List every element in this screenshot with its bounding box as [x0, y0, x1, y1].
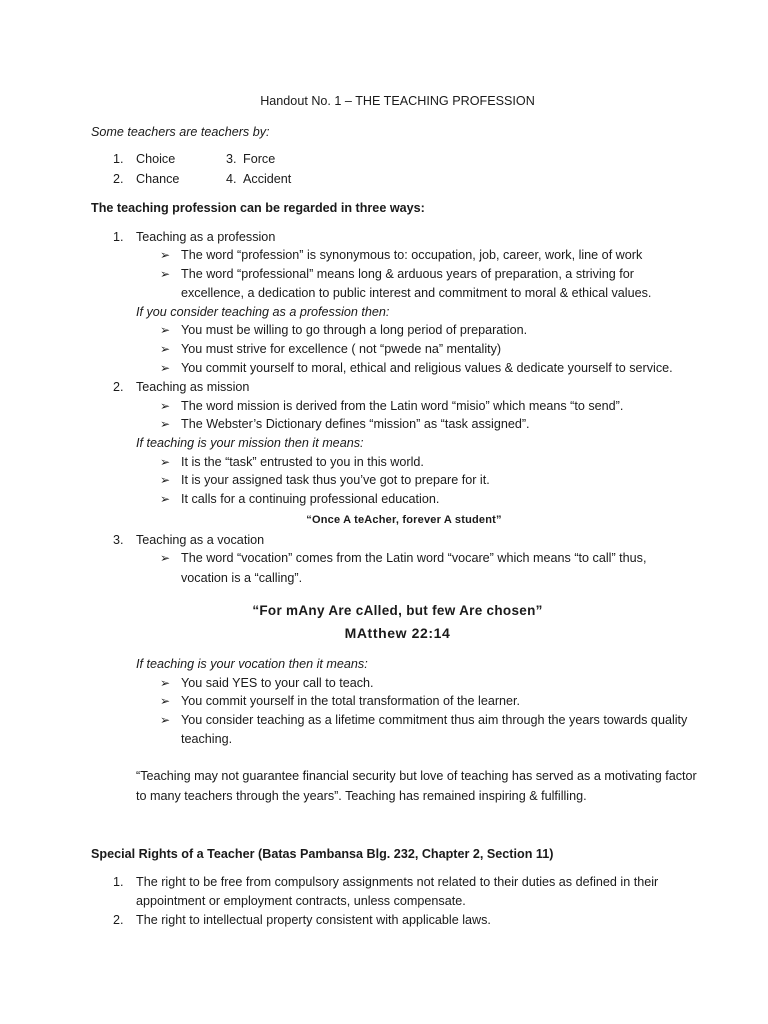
condition-text: If teaching is your mission then it means: [136, 436, 364, 450]
list-heading: Teaching as mission [136, 380, 250, 394]
reason-item: Chance [136, 172, 180, 186]
reason-item: Accident [243, 172, 292, 186]
bullet-text: The Webster’s Dictionary defines “mission” as “task assigned”. [181, 417, 530, 431]
bullet-text: excellence, a dedication to public interest and commitment to moral & ethical values. [181, 286, 652, 300]
bullet-arrow-icon: ➢ [160, 361, 171, 375]
quote-reference: MAtthew 22:14 [344, 625, 451, 641]
bullet-text: The word “professional” means long & arduous years of preparation, a striving for [181, 267, 634, 281]
bullet-arrow-icon: ➢ [160, 551, 171, 565]
bullet-arrow-icon: ➢ [160, 323, 171, 337]
bullet-arrow-icon: ➢ [160, 248, 171, 262]
bullet-arrow-icon: ➢ [160, 267, 171, 281]
bullet-text: teaching. [181, 732, 233, 746]
list-number: 3. [113, 533, 124, 547]
page-title: Handout No. 1 – THE TEACHING PROFESSION [260, 94, 535, 108]
reason-number: 3. [226, 152, 237, 166]
bullet-text: It calls for a continuing professional education. [181, 492, 440, 506]
bullet-text: It is the “task” entrusted to you in this world. [181, 455, 424, 469]
bullet-arrow-icon: ➢ [160, 399, 171, 413]
bullet-text: You commit yourself in the total transformation of the learner. [181, 694, 521, 708]
list-heading: Teaching as a vocation [136, 533, 265, 547]
section-heading: The teaching profession can be regarded in three ways: [91, 201, 425, 215]
reason-number: 1. [113, 152, 124, 166]
condition-text: If teaching is your vocation then it means: [136, 657, 368, 671]
list-number: 1. [113, 875, 124, 889]
closing-text: “Teaching may not guarantee financial security but love of teaching has served as a motivating factor [136, 769, 697, 783]
bullet-arrow-icon: ➢ [160, 342, 171, 356]
bullet-text: The word mission is derived from the Latin word “misio” which means “to send”. [181, 399, 624, 413]
bullet-arrow-icon: ➢ [160, 694, 171, 708]
condition-text: If you consider teaching as a profession then: [136, 305, 390, 319]
list-heading: Teaching as a profession [136, 230, 276, 244]
bullet-arrow-icon: ➢ [160, 492, 171, 506]
bullet-text: You said YES to your call to teach. [181, 676, 374, 690]
bullet-text: You must strive for excellence ( not “pwede na” mentality) [181, 342, 502, 356]
rights-text: The right to intellectual property consistent with applicable laws. [136, 913, 491, 927]
list-number: 2. [113, 913, 124, 927]
bullet-text: The word “profession” is synonymous to: occupation, job, career, work, line of work [181, 248, 643, 262]
list-number: 1. [113, 230, 124, 244]
bullet-text: vocation is a “calling”. [181, 571, 303, 585]
section-heading: Special Rights of a Teacher (Batas Pambansa Blg. 232, Chapter 2, Section 11) [91, 847, 554, 861]
bullet-arrow-icon: ➢ [160, 417, 171, 431]
vocation-quote: “For mAny Are cAlled, but few Are chosen” [252, 603, 543, 618]
mission-quote: “Once A teAcher, forever A student” [306, 514, 502, 526]
bullet-arrow-icon: ➢ [160, 455, 171, 469]
bullet-arrow-icon: ➢ [160, 676, 171, 690]
intro-text: Some teachers are teachers by: [91, 125, 270, 139]
reason-number: 4. [226, 172, 237, 186]
bullet-text: It is your assigned task thus you’ve got to prepare for it. [181, 473, 490, 487]
rights-text: appointment or employment contracts, unless compensate. [136, 894, 466, 908]
list-number: 2. [113, 380, 124, 394]
bullet-text: You commit yourself to moral, ethical and religious values & dedicate yourself to service. [181, 361, 673, 375]
bullet-text: You must be willing to go through a long period of preparation. [181, 323, 528, 337]
rights-text: The right to be free from compulsory assignments not related to their duties as defined in their [136, 875, 659, 889]
bullet-text: The word “vocation” comes from the Latin word “vocare” which means “to call” thus, [181, 551, 647, 565]
closing-text: to many teachers through the years”. Teaching has remained inspiring & fulfilling. [136, 789, 587, 803]
bullet-text: You consider teaching as a lifetime commitment thus aim through the years towards quality [181, 713, 688, 727]
bullet-arrow-icon: ➢ [160, 473, 171, 487]
reason-item: Force [243, 152, 276, 166]
reason-item: Choice [136, 152, 176, 166]
bullet-arrow-icon: ➢ [160, 713, 171, 727]
reason-number: 2. [113, 172, 124, 186]
